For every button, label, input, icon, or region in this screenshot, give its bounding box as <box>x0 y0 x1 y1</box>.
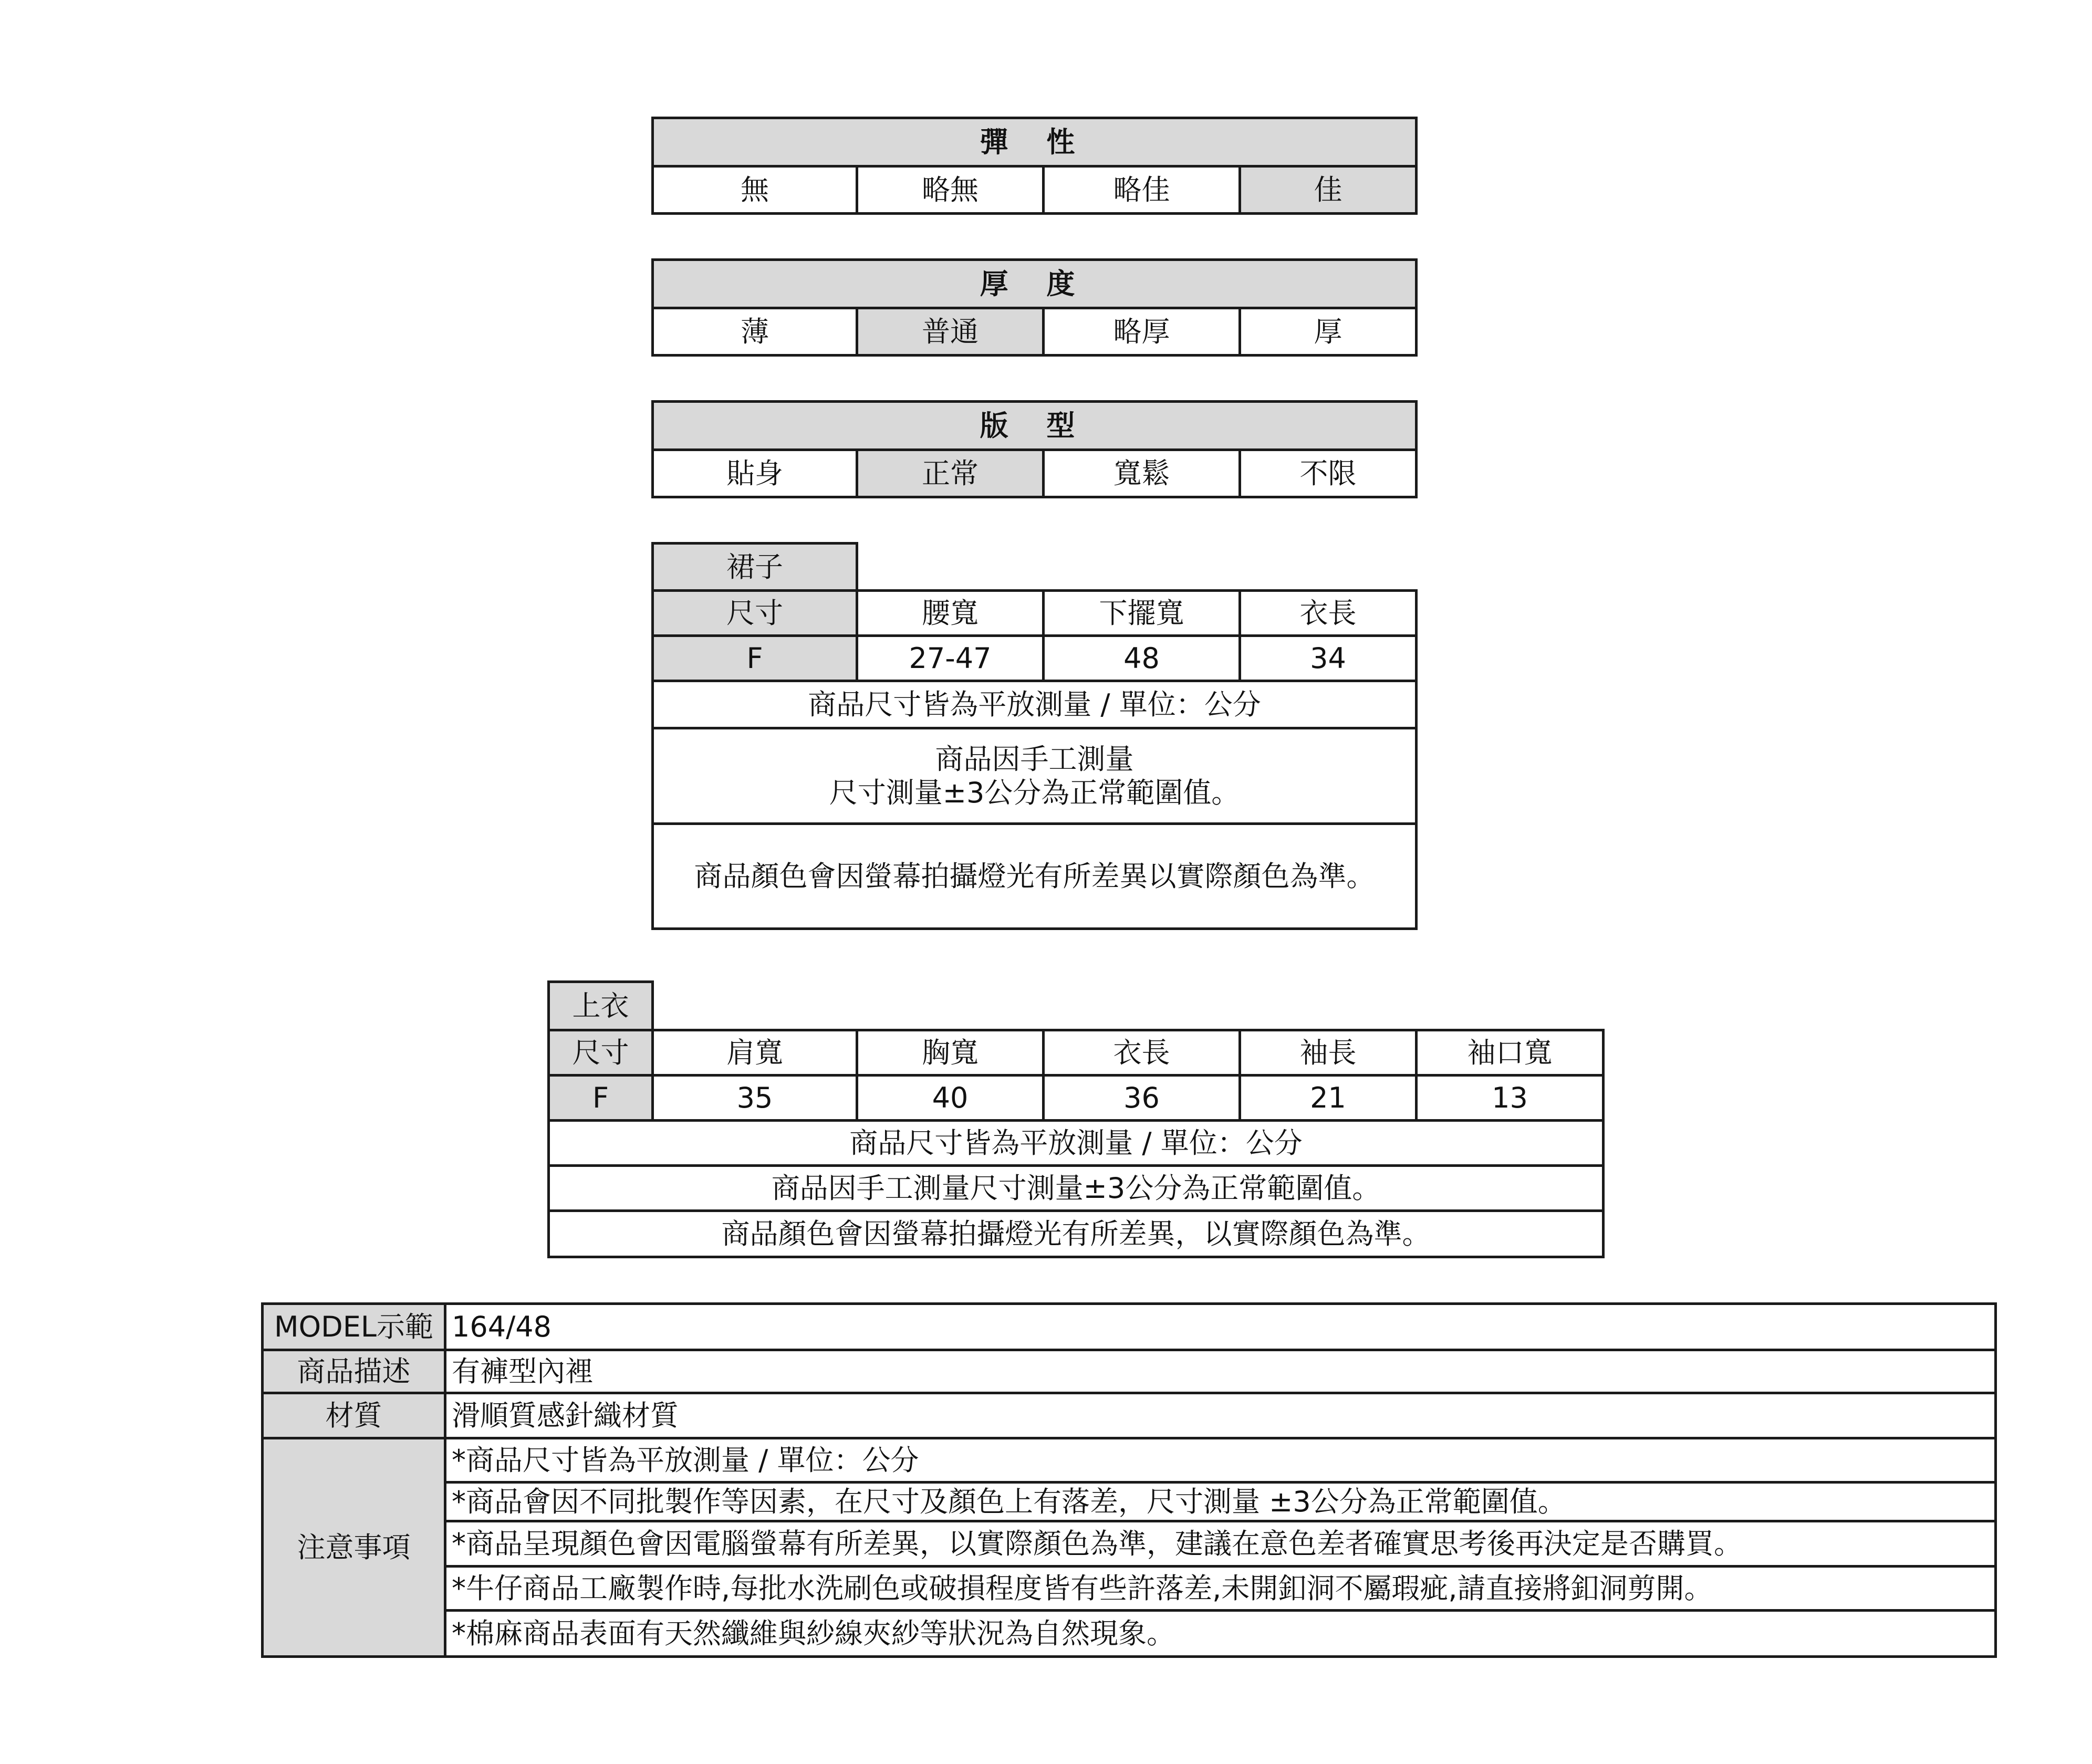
top-header-size: 尺寸 <box>549 1030 653 1076</box>
top-length-value: 36 <box>1044 1076 1240 1121</box>
skirt-note-measure: 商品尺寸皆為平放測量 / 單位：公分 <box>653 681 1417 728</box>
thickness-title: 厚 度 <box>653 260 1417 308</box>
skirt-note-tolerance <box>653 728 1417 824</box>
notes-item: *商品呈現顏色會因電腦螢幕有所差異，以實際顏色為準，建議在意色差者確實思考後再決定是否購買。 <box>445 1521 1996 1567</box>
top-header-chest: 胸寬 <box>857 1030 1044 1076</box>
top-note-measure: 商品尺寸皆為平放測量 / 單位：公分 <box>549 1121 1604 1166</box>
elasticity-option-selected: 佳 <box>1240 166 1417 214</box>
fit-table <box>651 400 1418 498</box>
skirt-note-tolerance-line1: 商品因手工測量 <box>935 742 1134 776</box>
model-label: MODEL示範 <box>263 1304 445 1350</box>
material-label: 材質 <box>263 1393 445 1438</box>
model-value: 164/48 <box>445 1304 1996 1350</box>
top-header-sleeve: 袖長 <box>1240 1030 1417 1076</box>
top-sleeve-value: 21 <box>1240 1076 1417 1121</box>
skirt-note-tolerance-line2: 尺寸測量±3公分為正常範圍值。 <box>829 776 1240 809</box>
thickness-option: 薄 <box>653 308 857 356</box>
notes-label: 注意事項 <box>263 1438 445 1657</box>
thickness-option-selected: 普通 <box>857 308 1044 356</box>
top-size-table <box>547 980 1605 1258</box>
material-value: 滑順質感針織材質 <box>445 1393 1996 1438</box>
skirt-length-value: 34 <box>1240 636 1417 681</box>
skirt-header-waist: 腰寬 <box>857 591 1044 636</box>
skirt-waist-value: 27-47 <box>857 636 1044 681</box>
elasticity-table <box>651 117 1418 215</box>
description-value: 有褲型內裡 <box>445 1350 1996 1393</box>
thickness-table <box>651 258 1418 357</box>
top-shoulder-value: 35 <box>653 1076 857 1121</box>
skirt-header-size: 尺寸 <box>653 591 857 636</box>
skirt-size-value: F <box>653 636 857 681</box>
top-cuff-value: 13 <box>1417 1076 1604 1121</box>
top-size-value: F <box>549 1076 653 1121</box>
elasticity-option: 略無 <box>857 166 1044 214</box>
notes-item: *商品會因不同批製作等因素，在尺寸及顏色上有落差，尺寸測量 ±3公分為正常範圍值。 <box>445 1483 1996 1521</box>
thickness-option: 略厚 <box>1044 308 1240 356</box>
top-chest-value: 40 <box>857 1076 1044 1121</box>
notes-item: *商品尺寸皆為平放測量 / 單位：公分 <box>445 1438 1996 1483</box>
fit-option-selected: 正常 <box>857 450 1044 497</box>
fit-option: 寬鬆 <box>1044 450 1240 497</box>
skirt-header-hem: 下擺寬 <box>1044 591 1240 636</box>
notes-item: *牛仔商品工廠製作時,每批水洗刷色或破損程度皆有些許落差,未開釦洞不屬瑕疵,請直接將釦洞剪開。 <box>445 1567 1996 1611</box>
skirt-note-color: 商品顏色會因螢幕拍攝燈光有所差異以實際顏色為準。 <box>653 824 1417 929</box>
skirt-header-length: 衣長 <box>1240 591 1417 636</box>
elasticity-option: 無 <box>653 166 857 214</box>
thickness-option: 厚 <box>1240 308 1417 356</box>
top-header-cuff: 袖口寬 <box>1417 1030 1604 1076</box>
elasticity-title: 彈 性 <box>653 118 1417 166</box>
fit-option: 貼身 <box>653 450 857 497</box>
top-header-length: 衣長 <box>1044 1030 1240 1076</box>
top-note-tolerance: 商品因手工測量尺寸測量±3公分為正常範圍值。 <box>549 1166 1604 1211</box>
product-info-table <box>261 1302 1997 1658</box>
skirt-label: 裙子 <box>653 544 857 591</box>
top-note-color: 商品顏色會因螢幕拍攝燈光有所差異，以實際顏色為準。 <box>549 1211 1604 1257</box>
elasticity-option: 略佳 <box>1044 166 1240 214</box>
fit-option: 不限 <box>1240 450 1417 497</box>
top-label: 上衣 <box>549 982 653 1030</box>
skirt-size-table <box>651 542 1418 930</box>
skirt-hem-value: 48 <box>1044 636 1240 681</box>
fit-title: 版 型 <box>653 402 1417 450</box>
top-header-shoulder: 肩寬 <box>653 1030 857 1076</box>
description-label: 商品描述 <box>263 1350 445 1393</box>
notes-item: *棉麻商品表面有天然纖維與紗線夾紗等狀況為自然現象。 <box>445 1611 1996 1657</box>
